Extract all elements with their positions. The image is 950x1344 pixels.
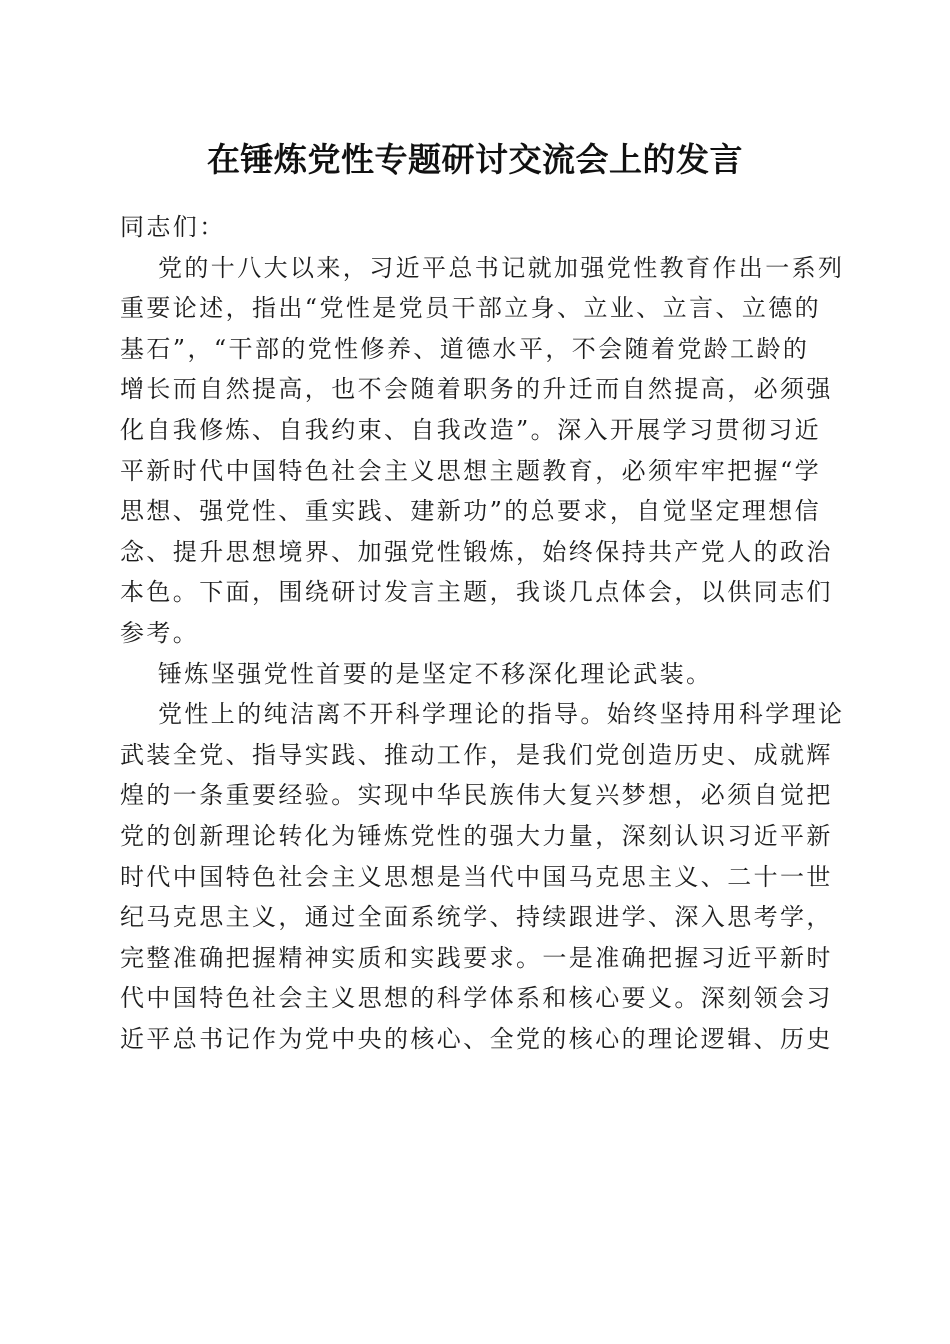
text-line: 党性上的纯洁离不开科学理论的指导。始终坚持用科学理论	[158, 700, 845, 729]
text-line: 党的十八大以来，习近平总书记就加强党性教育作出一系列	[158, 253, 845, 282]
text-line: 代中国特色社会主义思想的科学体系和核心要义。深刻领会习	[120, 984, 833, 1013]
text-line: 思想、强党性、重实践、建新功”的总要求，自觉坚定理想信	[120, 497, 822, 526]
text-line: 参考。	[120, 618, 200, 647]
document-title: 在锤炼党性专题研讨交流会上的发言	[207, 140, 743, 179]
salutation: 同志们：	[120, 213, 226, 241]
text-line: 近平总书记作为党中央的核心、全党的核心的理论逻辑、历史	[120, 1024, 833, 1053]
body-lines	[120, 248, 845, 1060]
text-line: 锤炼坚强党性首要的是坚定不移深化理论武装。	[158, 659, 713, 688]
text-line: 武装全党、指导实践、推动工作，是我们党创造历史、成就辉	[120, 740, 833, 769]
document-body	[120, 207, 845, 1059]
text-line: 念、提升思想境界、加强党性锻炼，始终保持共产党人的政治	[120, 537, 833, 566]
text-line: 化自我修炼、自我约束、自我改造”。深入开展学习贯彻习近	[120, 415, 822, 444]
text-line: 平新时代中国特色社会主义思想主题教育，必须牢牢把握“学	[120, 456, 822, 485]
text-line: 时代中国特色社会主义思想是当代中国马克思主义、二十一世	[120, 862, 833, 891]
text-line: 重要论述，指出“党性是党员干部立身、立业、立言、立德的	[120, 294, 822, 323]
text-line: 本色。下面，围绕研讨发言主题，我谈几点体会，以供同志们	[120, 578, 833, 607]
text-line: 煌的一条重要经验。实现中华民族伟大复兴梦想，必须自觉把	[120, 781, 833, 810]
text-line: 党的创新理论转化为锤炼党性的强大力量，深刻认识习近平新	[120, 821, 833, 850]
text-line: 完整准确把握精神实质和实践要求。一是准确把握习近平新时	[120, 943, 833, 972]
text-line: 纪马克思主义，通过全面系统学、持续跟进学、深入思考学，	[120, 903, 833, 932]
text-line: 增长而自然提高，也不会随着职务的升迁而自然提高，必须强	[120, 375, 833, 404]
text-line: 基石”，“干部的党性修养、道德水平，不会随着党龄工龄的	[120, 334, 810, 363]
